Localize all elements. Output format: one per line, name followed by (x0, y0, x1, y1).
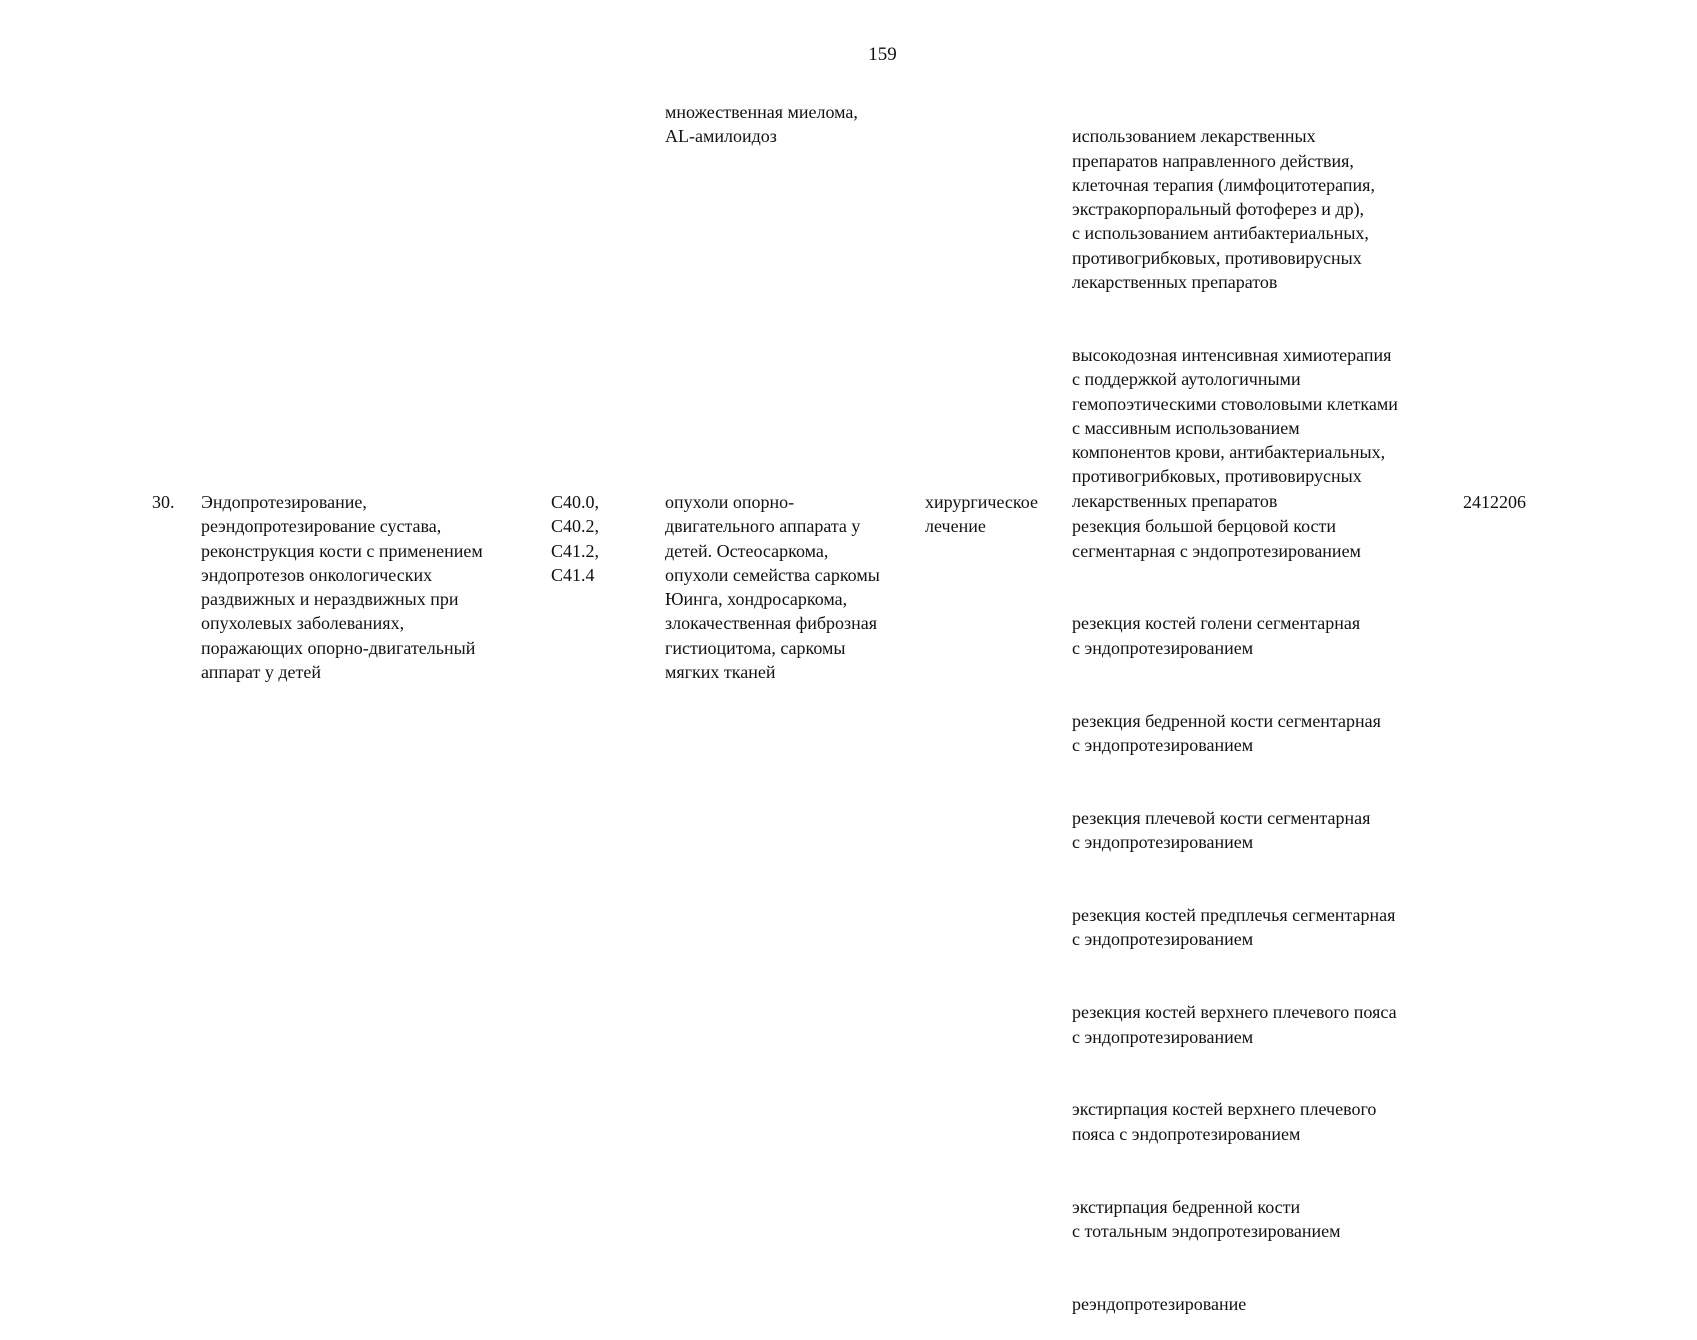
procedure-name: Эндопротезирование, реэндопротезирование сустава, реконструкция кости с применением эндопротезов онкологических раздвижных и нераздвижных при опухолевых заболеваниях, поражающих опорно-двигательный аппарат у детей (201, 492, 483, 683)
diagnosis: опухоли опорно- двигательного аппарата у детей. Остеосаркома, опухоли семейства саркомы Юинга, хондросаркома, злокачественная фиброзная гистиоцитома, саркомы мягких тканей (665, 492, 880, 683)
treatment-type: хирургическое лечение (925, 492, 1038, 537)
method-item: экстирпация бедренной кости с тотальным эндопротезированием (1072, 1196, 1341, 1241)
continuation-diagnosis: множественная миелома, AL-амилоидоз (665, 102, 858, 147)
continuation-method-1: использованием лекарственных препаратов направленного действия, клеточная терапия (лимфоцитотерапия, экстракорпоральный фотоферез и др), с использованием антибактериальных, противогрибковых, противовирусных лекарственных препаратов (1072, 126, 1375, 293)
method-item: реэндопротезирование (1072, 1293, 1247, 1314)
method-item: экстирпация костей верхнего плечевого пояса с эндопротезированием (1072, 1099, 1377, 1144)
method-item: резекция костей голени сегментарная с эндопротезированием (1072, 613, 1361, 658)
continuation-method-2: высокодозная интенсивная химиотерапия с поддержкой аутологичными гемопоэтическими стоволовыми клетками с массивным использованием компонентов крови, антибактериальных, противогрибковых, противовирусных лекарственных препаратов (1072, 344, 1398, 511)
continuation-methods (1072, 100, 1452, 537)
method-item: резекция бедренной кости сегментарная с эндопротезированием (1072, 710, 1381, 755)
method-item: резекция плечевой кости сегментарная с эндопротезированием (1072, 807, 1371, 853)
method-item: резекция костей предплечья сегментарная с эндопротезированием (1072, 905, 1396, 950)
cost-value: 2412206 (1463, 492, 1526, 512)
icd-codes: C40.0, C40.2, C41.2, C41.4 (551, 492, 600, 585)
page-number: 159 (868, 44, 897, 65)
method-item: резекция костей верхнего плечевого пояса с эндопротезированием (1072, 1002, 1397, 1047)
treatment-methods (1072, 490, 1452, 1340)
method-item: резекция большой берцовой кости сегментарная с эндопротезированием (1072, 516, 1361, 561)
row-number: 30. (152, 492, 175, 512)
